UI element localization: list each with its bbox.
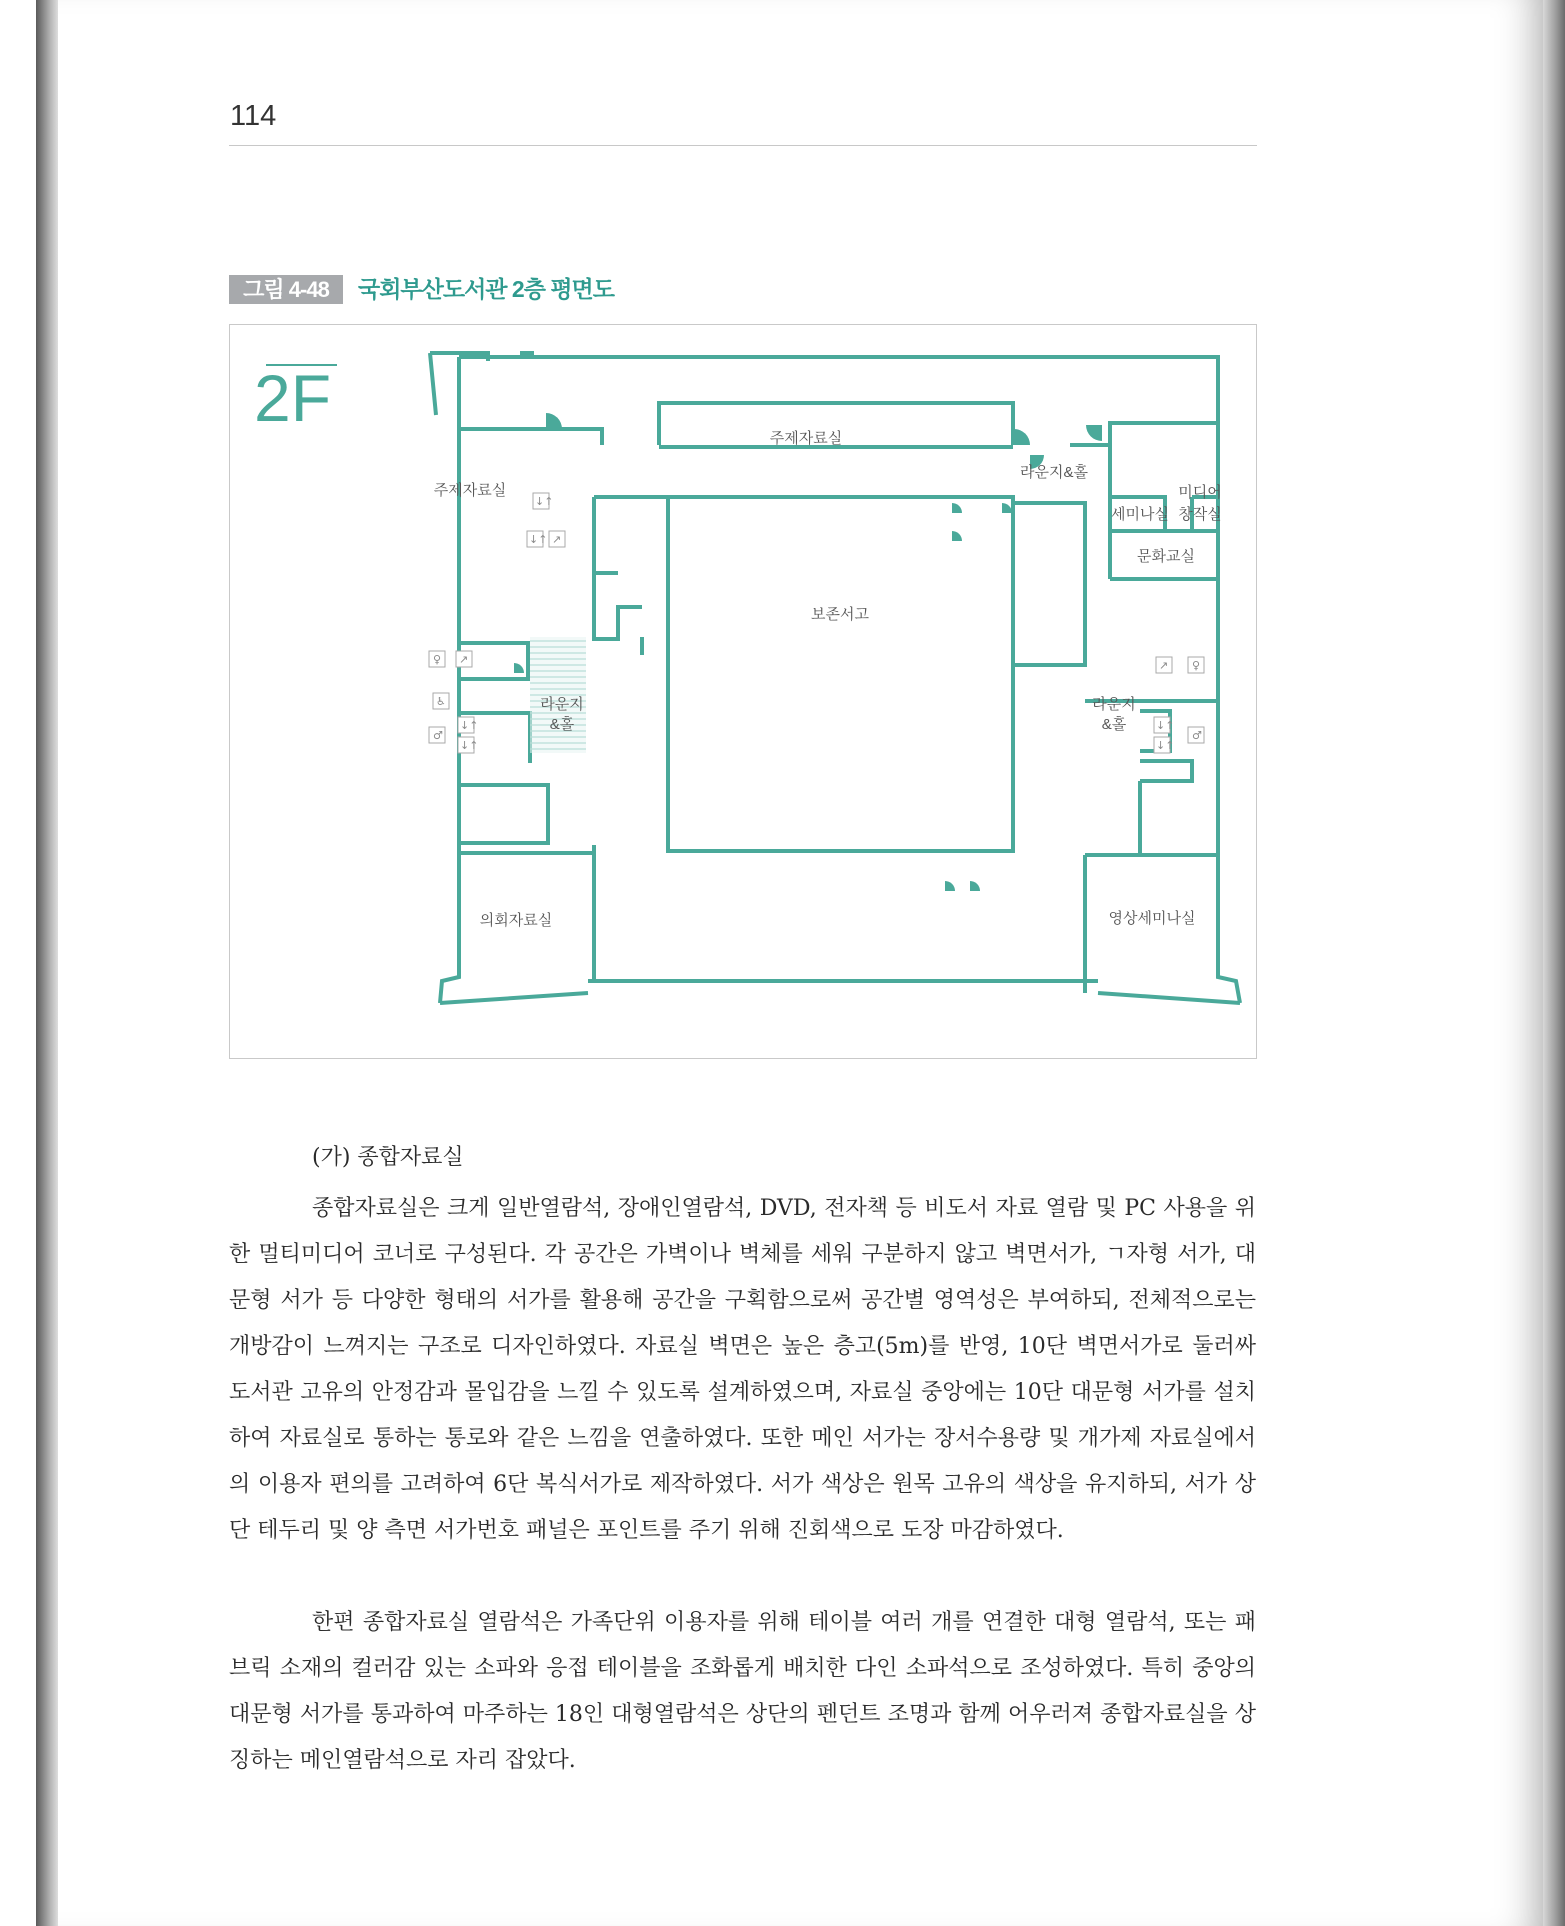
book-page-edges-left: [36, 0, 60, 1926]
svg-text:↓↑: ↓↑: [1156, 719, 1175, 732]
svg-text:♂: ♂: [433, 729, 443, 742]
floor-plan-drawing: [230, 325, 1256, 1058]
svg-text:↓↑: ↓↑: [1156, 739, 1175, 752]
room-label-storage: 보존서고: [811, 606, 869, 623]
svg-text:♀: ♀: [1192, 659, 1201, 672]
svg-text:↓↑: ↓↑: [460, 739, 479, 752]
figure-title: 국회부산도서관 2층 평면도: [358, 276, 614, 302]
room-label-top-center: 주제자료실: [769, 430, 843, 447]
svg-text:↓↑: ↓↑: [460, 719, 479, 732]
floor-label: 2F: [254, 361, 332, 435]
svg-text:♂: ♂: [1192, 729, 1202, 742]
room-label-media-2: 창작실: [1178, 506, 1222, 523]
svg-text:↗: ↗: [552, 533, 562, 546]
room-label-top-left: 주제자료실: [433, 482, 507, 499]
paragraph-2: 한편 종합자료실 열람석은 가족단위 이용자를 위해 테이블 여러 개를 연결한 대형 열람석, 또는 패브릭 소재의 컬러감 있는 소파와 응접 테이블을 조화롭게 배치한 다인 소파석으로 조성하였다. 특히 중앙의 대문형 서가를 통과하여 마주하는 18인 대형열람석은 상단의 펜던트 조명과 함께 어우러져 종합자료실을 상징하는 메인열람석으로 자리 잡았다.: [229, 1610, 1256, 1773]
room-label-media-1: 미디어: [1178, 484, 1222, 501]
svg-text:♿: ♿: [436, 695, 446, 708]
room-label-lounge-left-1: 라운지: [540, 696, 584, 713]
room-label-lounge-right-2: &홀: [1101, 716, 1127, 733]
svg-text:↓↑: ↓↑: [529, 533, 548, 546]
figure-label: 그림 4-48: [229, 275, 343, 304]
header-rule: [229, 145, 1257, 146]
svg-text:↗: ↗: [459, 653, 469, 666]
room-label-seminar: 세미나실: [1111, 506, 1169, 523]
paragraph-1: 종합자료실은 크게 일반열람석, 장애인열람석, DVD, 전자책 등 비도서 자료 열람 및 PC 사용을 위한 멀티미디어 코너로 구성된다. 각 공간은 가벽이나 벽체를 세워 구분하지 않고 벽면서가, ㄱ자형 서가, 대문형 서가 등 다양한 형태의 서가를 활용해 공간을 구획함으로써 공간별 영역성은 부여하되, 전체적으로는 개방감이 느껴지는 구조로 디자인하였다. 자료실 벽면은 높은 층고(5m)를 반영, 10단 벽면서가로 둘러싸 도서관 고유의 안정감과 몰입감을 느낄 수 있도록 설계하였으며, 자료실 중앙에는 10단 대문형 서가를 설치하여 자료실로 통하는 통로와 같은 느낌을 연출하였다. 또한 메인 서가는 장서수용량 및 개가제 자료실에서의 이용자 편의를 고려하여 6단 복식서가로 제작하였다. 서가 색상은 원목 고유의 색상을 유지하되, 서가 상단 테두리 및 양 측면 서가번호 패널은 포인트를 주기 위해 진회색으로 도장 마감하였다.: [229, 1196, 1256, 1543]
svg-text:↗: ↗: [1159, 659, 1169, 672]
room-label-video-seminar: 영상세미나실: [1108, 910, 1196, 927]
svg-text:↓↑: ↓↑: [535, 495, 554, 508]
floor-plan-figure: [229, 324, 1257, 1059]
room-label-culture: 문화교실: [1137, 548, 1195, 565]
svg-text:♀: ♀: [433, 653, 442, 666]
room-label-assembly: 의회자료실: [479, 912, 553, 929]
room-label-lounge-top-right: 라운지&홀: [1020, 464, 1088, 481]
section-heading: (가) 종합자료실: [312, 1145, 464, 1170]
room-label-lounge-left-2: &홀: [549, 716, 575, 733]
page-number: 114: [230, 100, 277, 132]
book-page-edge-right: [1543, 0, 1565, 1926]
room-label-lounge-right-1: 라운지: [1092, 696, 1136, 713]
